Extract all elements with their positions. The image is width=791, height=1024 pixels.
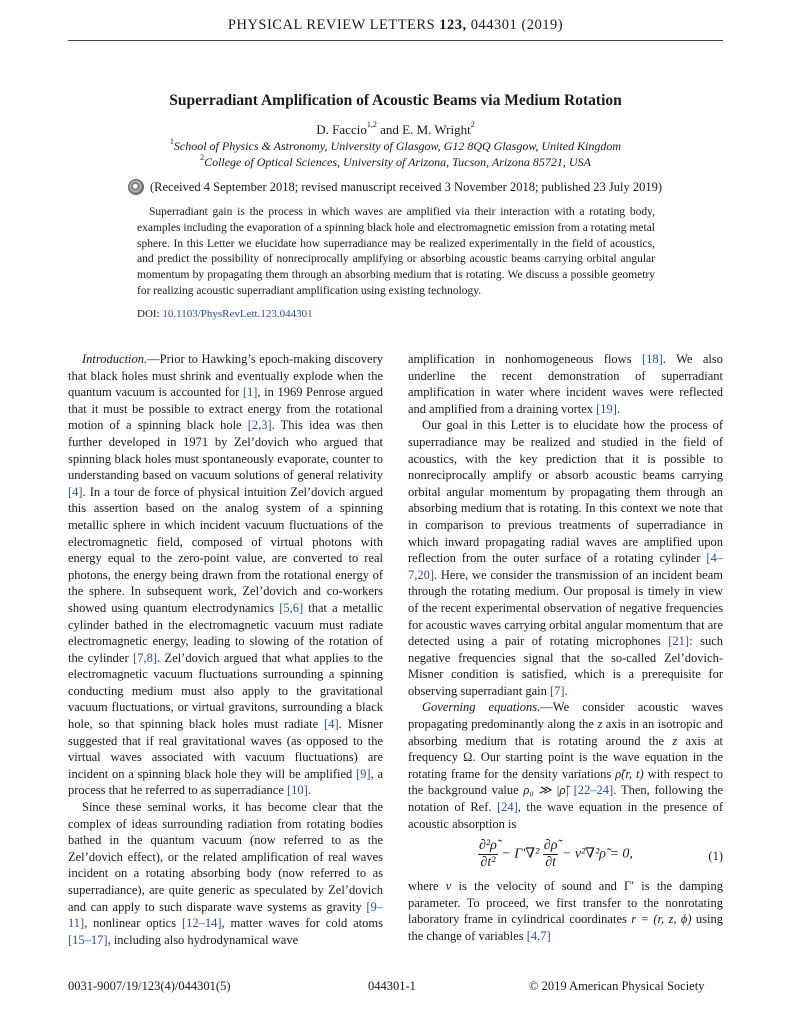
right-column (408, 351, 723, 945)
paragraph (408, 351, 723, 417)
citation-link[interactable]: [15–17] (68, 932, 108, 947)
text-run: . Then, following the notation of Ref. (408, 783, 723, 815)
text-run: , in 1969 Penrose argued that it must be possible to extract energy from the rotational motion of a spinning black hole (68, 385, 383, 433)
journal-name: PHYSICAL REVIEW LETTERS (227, 17, 436, 33)
text-run: , the wave equation in the presence of acoustic absorption is (408, 800, 724, 831)
text-run: using the change of variables (408, 912, 723, 943)
citation-link[interactable]: [12–14] (181, 916, 222, 931)
citation-link[interactable]: [21] (668, 634, 690, 649)
text-run: , nonlinear optics (84, 916, 182, 931)
citation-link[interactable]: [4–7,20] (408, 551, 723, 582)
text-run: . Misner suggested that if real gravitational waves (as opposed to the virtual waves associated with vacuum fluctuations) are incident on a spinning black hole they will be amplified (68, 717, 383, 781)
affiliation (0, 139, 791, 154)
wave-equation: $\frac{\text{∂²ρ̃}}{\text{∂t²}}$ − Γ′∇² $\frac{\partial\rhõ}{\partial t}$ − v²∇²ρ̃ = 0, (479, 838, 633, 871)
math-var: z (672, 733, 678, 748)
author-name: E. M. Wright (402, 122, 471, 137)
text-run: . Zel’dovich argued that what applies to the electromagnetic vacuum fluctuations surrounding a spinning conducting medium must also apply to the gravitational vacuum fluctuations, or virtual gravitons, surrounding a black hole, so that spinning black holes must radiate (68, 650, 383, 732)
affiliation (0, 155, 791, 170)
author-name: D. Faccio (316, 122, 367, 137)
math-expr: r = (r, z, ϕ) (631, 912, 692, 927)
citation-link[interactable]: [10] (287, 783, 308, 798)
affiliation-text: College of Optical Sciences, University of Arizona, Tucson, Arizona 85721, USA (204, 155, 591, 169)
paragraph (408, 417, 723, 699)
text-run: . Here, we consider the transmission of an incident beam through the rotating medium. Our proposal is timely in view of the recent experimental observation of negative frequencies for acoustic waves carrying orbital angular momentum that are detected using a pair of rotating microphones (408, 567, 723, 649)
affiliation-sup: 2 (200, 153, 205, 162)
citation-link[interactable]: [2,3] (247, 418, 272, 433)
section-heading: Governing equations. (422, 700, 541, 715)
text-run: axis in an isotropic and absorbing medium that is rotating around the (408, 717, 723, 748)
text-run: amplification in nonhomogeneous flows (408, 352, 642, 366)
text-run: axis at frequency Ω. Our starting point is the wave equation in the rotating frame for the density variations (408, 733, 723, 781)
footer-issn: 0031-9007/19/123(4)/044301(5) (68, 979, 231, 993)
citation-link[interactable]: [1] (242, 385, 258, 400)
section-heading: Introduction. (82, 352, 148, 366)
text-run: , matter waves for cold atoms (221, 916, 383, 931)
citation-link[interactable]: [18] (641, 352, 663, 366)
text-run: : such negative frequencies signal that the so-called Zel’dovich-Misner condition is satisfied, which is a prerequisite for observing superradiant gain (408, 634, 723, 698)
citation-link[interactable]: [22–24] (573, 783, 614, 798)
equation-1 (408, 832, 723, 878)
text-run: is the velocity of sound and Γ′ is the damping parameter. To proceed, we first transfer to the nonrotating laboratory frame in cylindrical coordinates (408, 879, 723, 927)
doi-label: DOI: (137, 308, 160, 320)
paragraph (68, 799, 383, 948)
text-run: where (408, 879, 446, 894)
header-rule (68, 40, 723, 41)
fraction: $\frac{\text{∂²ρ̃}}{\text{∂t²}}$ (479, 838, 497, 871)
author-conjunction: and (376, 122, 403, 137)
paper-title: Superradiant Amplification of Acoustic Beams via Medium Rotation (169, 92, 622, 109)
author-affil-sup: 1,2 (366, 120, 377, 129)
citation-link[interactable]: [24] (496, 800, 518, 815)
paragraph (68, 351, 383, 799)
crossmark-icon[interactable] (128, 179, 144, 195)
text-run: . In a tour de force of physical intuition Zel’dovich argued this assertion based on the analog system of a spinning metallic sphere in which incident vacuum fluctuations of the electromagnetic field, composed of virtual photons with energy equal to the zero-point value, are converted to real photons, the energy being drawn from the rotational energy of the sphere. In subsequent work, Zel’dovich and co-workers showed using quantum electrodynamics (68, 484, 383, 615)
affiliation-sup: 1 (169, 137, 174, 146)
footer-copyright: © 2019 American Physical Society (529, 979, 705, 993)
author-affil-sup: 2 (470, 120, 475, 129)
text-run: Our goal in this Letter is to elucidate how the process of superradiance may be realized and studied in the field of acoustics, with the key prediction that it is possible to nonreciprocally amplify or absorb acoustic beams carrying orbital angular momentum by propagating them through an absorbing medium that is rotating. In this context we note that in comparison to previous treatments of superradiance in which inward propagating radial waves are amplified upon reflection from the outer surface of a rotating cylinder (408, 418, 723, 566)
citation-link[interactable]: [5,6] (279, 600, 304, 615)
received-dates: (Received 4 September 2018; revised manuscript received 3 November 2018; published 23 July 2019) (150, 180, 663, 194)
text-run: . This idea was then further developed in 1971 by Zel’dovich who argued that spinning black holes must spontaneously evaporate, counter to understanding based on vacuum solutions of general relativity (68, 418, 384, 483)
text-run: —We consider acoustic waves propagating predominantly along the (408, 700, 723, 732)
volume: 123, (439, 17, 467, 33)
abstract: Superradiant gain is the process in which waves are amplified via their interaction with a rotating body, examples including the evaporation of a spinning black hole and electromagnetic emission from a rotating metal sphere. In this Letter we elucidate how superradiance may be realized experimentally in the field of acoustics, and predict the possibility of nonreciprocally amplifying or absorbing acoustic beams carrying orbital angular momentum by propagating them through an absorbing medium that is rotating. We discuss a possible geometry for realizing acoustic superradiant amplification using existing technology. (137, 206, 655, 297)
text-run: . (307, 783, 311, 798)
running-header (0, 17, 791, 34)
doi-line (137, 308, 313, 320)
citation-link[interactable]: [9] (356, 766, 371, 781)
text-run: . We also underline the recent demonstration of superradiant amplification in water where incident waves were reflected and amplified from a draining vortex (408, 352, 723, 416)
paragraph (408, 699, 723, 832)
author-list (0, 122, 791, 138)
text-run: —Prior to Hawking’s epoch-making discovery that black holes must shrink and eventually explode when the quantum vacuum is accounted for (68, 352, 383, 400)
paragraph (408, 878, 723, 944)
citation-link[interactable]: [4,7] (526, 929, 551, 943)
left-column (68, 351, 383, 948)
footer-page: 044301-1 (368, 979, 416, 993)
doi-link[interactable]: 10.1103/PhysRevLett.123.044301 (162, 308, 313, 320)
text-run: . (616, 401, 621, 416)
citation-link[interactable]: [4] (68, 484, 83, 499)
citation-link[interactable]: [7] (549, 683, 565, 698)
math-expr: ρ₀ ≫ |ρ̃| (523, 783, 569, 798)
text-run: . (564, 683, 568, 698)
citation-link[interactable]: [4] (324, 717, 339, 732)
text-run: , a process that he referred to as superradiance (68, 766, 383, 798)
citation-link[interactable]: [19] (596, 401, 617, 416)
math-var: z (597, 717, 603, 732)
math-expr: ρ̃(r, t) (615, 766, 644, 781)
text-run: Since these seminal works, it has become clear that the complex of ideas surrounding radiation from rotating bodies bathed in the quantum vacuum (now referred to as the Zel’dovich effect), or the related amplification of real waves incident on a rotating absorbing body (now referred to as superradiance), are quite generic as speculated by Zel’dovich and can apply to such disparate wave systems as gravity (68, 800, 383, 914)
text-run: with respect to the background value (408, 766, 724, 798)
article-number: 044301 (2019) (470, 17, 564, 33)
citation-link[interactable]: [9–11] (68, 899, 383, 931)
citation-link[interactable]: [7,8] (133, 650, 157, 665)
equation-number: (1) (708, 849, 723, 864)
affiliation-text: School of Physics & Astronomy, University of Glasgow, G12 8QQ Glasgow, United Kingdom (173, 139, 622, 153)
text-run: , including also hydrodynamical wave (107, 932, 299, 947)
text-run: that a metallic cylinder bathed in the electromagnetic vacuum must radiate electromagnetic energy, leading to slowing of the rotation of the cylinder (68, 600, 383, 665)
math-var: v (445, 879, 452, 894)
fraction: $\frac{\partial\rhõ}{\partial t}$ (543, 838, 558, 871)
